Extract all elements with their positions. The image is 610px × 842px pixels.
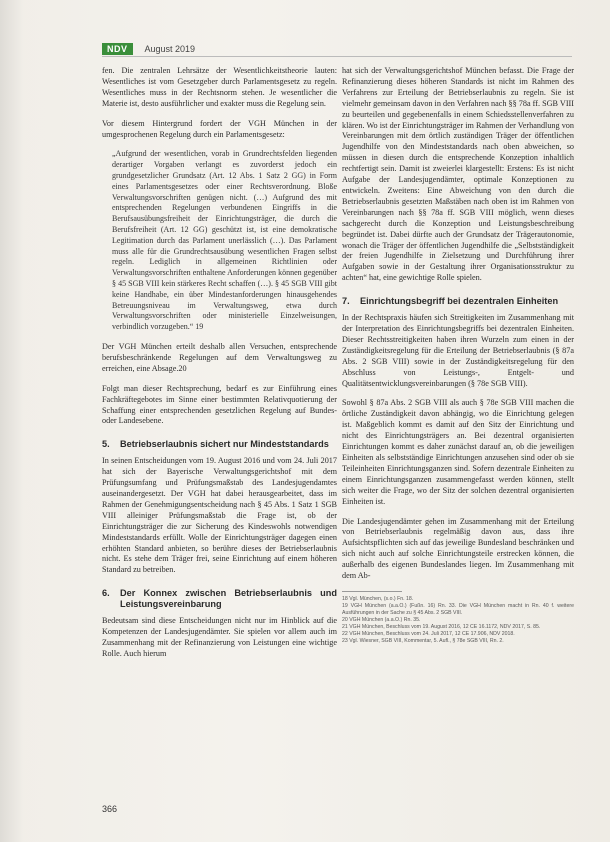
paragraph: Vor diesem Hintergrund fordert der VGH München in der umgesprochenen Regelung durch ein Parlamentsgesetz: <box>102 118 337 139</box>
section-number: 6. <box>102 588 110 599</box>
issue-date: August 2019 <box>144 44 196 54</box>
section-title: Einrichtungsbegriff bei dezentralen Einheiten <box>360 296 559 307</box>
footnote: 21 VGH München, Beschluss vom 19. August 2016, 12 CE 16.1172, NDV 2017, S. 85. <box>342 623 541 630</box>
paragraph: In der Rechtspraxis häufen sich Streitigkeiten im Zusammenhang mit der Interpretation des Einrichtungsbegriffs bei dezentralen Einheiten. Dieser Rechtsstreitigkeiten haben ihren Wurzeln zum einen in der Zuständigkeitsregelung für die Erteilung der Betriebserlaubnis (§ 87a Abs. 2 SGB VIII) sowie in der Zuständigkeitsregelung für den Abschluss von Leistungs-, Entgelt- und Qualitätsentwicklungsvereinbarungen (§ 78e SGB VIII). <box>342 313 574 388</box>
journal-badge: NDV <box>102 43 133 55</box>
left-column <box>102 66 337 669</box>
footnote: 18 Vgl. München, (s.o.) Fn. 18. <box>342 595 414 602</box>
footnote-list <box>342 596 574 645</box>
section-heading-7 <box>342 296 574 307</box>
footnote: 22 VGH München, Beschluss vom 24. Juli 2017, 12 CE 17.906, NDV 2018. <box>342 630 515 637</box>
header-divider <box>102 56 572 57</box>
block-quote: „Aufgrund der wesentlichen, vorab in Grundrechtsfelden liegenden derartiger Vorgaben verlangt es zuvorderst jedoch ein grundgesetzlicher Grundsatz (Art. 12 Abs. 1 Satz 2 GG) in Form eines Parlamentsgesetzes oder einer Rechtsverordnung. Bloße Verwaltungsvorschriften genügen nicht. (…) Aufgrund des mit entsprechenden Regelungen verbundenen Eingriffs in die Berufsausübungsfreiheit der Einrichtungsträger, die durch die Berufsfreiheit (Art. 12 GG) geschützt ist, ist eine demokratische Legitimation durch das Parlament unerlässlich (…). Das Parlament muss alle für die Grundrechtsausübung wesentlichen Fragen selbst regeln. Lediglich in allgemeinen Richtlinien oder Verwaltungsvorschriften enthaltene Anforderungen können gegenüber § 45 SGB VIII kein stärkeres Recht schaffen (…). § 45 SGB VIII gibt keine Handhabe, ein über Mindestanforderungen hinausgehendes Betreuungsniveau im Verwaltungsweg, etwa durch Verwaltungsvorschriften oder ministerielle Einzelweisungen, verbindlich vorzugeben.“ 19 <box>112 149 337 332</box>
section-number: 5. <box>102 439 110 450</box>
paragraph: In seinen Entscheidungen vom 19. August 2016 und vom 24. Juli 2017 hat sich der Bayerische Verwaltungsgerichtshof mit dem Prüfungsumfang und Prüfungsmaßstab des Landesjugendamtes auseinandergesetzt. Der VGH hat dabei herausgearbeitet, dass im Rahmen der Genehmigungsentscheidung nach § 45 Abs. 1 Satz 1 SGB VIII alleiniger Prüfungsmaßstab die Frage ist, ob der Einrichtungsträger die zur Sicherung des Kindeswohls notwendigen Mindeststandards erfüllt. Wolle der Einrichtungsträger dagegen einen erhöhten Standard anbieten, so berühre dieses der Betriebserlaubnis nicht. Es stehe dem Träger frei, seine Einrichtung auf einem höheren Standard zu betreiben. <box>102 456 337 575</box>
paragraph: Sowohl § 87a Abs. 2 SGB VIII als auch § 78e SGB VIII machen die örtliche Zuständigkeit davon abhängig, wo die Einrichtung gelegen ist. Maßgeblich kommt es damit auf den Sitz der Einrichtung und nicht des Einrichtungsträgers an. Bei dezentral organisierten Einrichtungen kommt es daher zunächst darauf an, ob die jeweiligen Einheiten als selbstständige Einrichtungen anzusehen sind oder ob sie Teileinheiten Einrichtungsganzen sind. Sofern dezentrale Einheiten zu einem Einrichtungsganzen zusammengefasst werden können, stellt sich weiter die Frage, wo der Sitz der solchen dezentral organisierten Einheiten ist. <box>342 398 574 506</box>
page-header <box>102 42 195 56</box>
section-number: 7. <box>342 296 350 307</box>
paragraph: Folgt man dieser Rechtsprechung, bedarf es zur Einführung eines Fachkräftegebotes im Sinne einer bestimmten Relativquotierung der Schaffung einer entsprechenden gesetzlichen Regelung auf Bundes- oder Landesebene. <box>102 383 337 426</box>
section-title: Der Konnex zwischen Betriebserlaubnis und Leistungsvereinbarung <box>120 588 337 610</box>
right-column <box>342 66 574 645</box>
page-edge-shadow <box>0 0 24 842</box>
paragraph: fen. Die zentralen Lehrsätze der Wesentlichkeitstheorie lauten: Wesentliches ist vom Gesetzgeber durch Parlamentsgesetz zu regeln. Wesentliches muss in der Rechtsnorm stehen. Je wesentlicher die Materie ist, desto ausführlicher und exakter muss die Regelung sein. <box>102 66 337 108</box>
paragraph: Bedeutsam sind diese Entscheidungen nicht nur im Hinblick auf die Kompetenzen der Landesjugendämter. Sie spielen vor allem auch im Zusammenhang mit der Refinanzierung von Leistungen eine wichtige Rolle. Auch hierum <box>102 616 337 659</box>
paragraph: Der VGH München erteilt deshalb allen Versuchen, entsprechende berufsbeschränkende Regelungen auf dem Verwaltungsweg zu erreichen, eine Absage.20 <box>102 341 337 373</box>
footnote: 19 VGH München (a.a.O.) (Fußn. 16) Rn. 33. Die VGH München macht in Rn. 40 f. weitere Ausführungen in der Sache zu § 45 Abs. 2 SGB VIII. <box>342 602 574 616</box>
footnote: 20 VGH München (a.a.O.) Rn. 35. <box>342 616 421 623</box>
paragraph: hat sich der Verwaltungsgerichtshof München befasst. Die Frage der Refinanzierung dieses höheren Standards ist nicht im Rahmen des Verfahrens zur Erteilung der Betriebserlaubnis zu regeln. Sie ist vielmehr gemeinsam davon in den Verfahren nach §§ 78a ff. SGB VIII zu beurteilen und gegebenenfalls in einem Schiedsstellenverfahren zu klären. Wo ist der Einrichtungsträger im Rahmen der Verhandlung von Vereinbarungen mit dem örtlich zuständigen Träger der öffentlichen Jugendhilfe von den Mindeststandards nach oben abweichen, so müssen in diesen durch die entsprechende Konzeption inhaltlich rechtfertigt sein. Damit ist zweierlei klargestellt: Erstens: Es ist nicht Aufgabe der Landesjugendämter, optimale Konzeptionen zu entwickeln. Zweitens: Eine Abweichung von den durch die Betriebserlaubnis gesetzten Maßstäben nach oben ist im Rahmen von Vereinbarungen nach §§ 78a ff. SGB VIII möglich, wenn dieses sachgerecht durch die Konzeption und Leistungsbeschreibung begründet ist. Dabei dürfte auch der Grundsatz der Trägerautonomie, wonach die Träger der öffentlichen Jugendhilfe die „Selbstständigkeit der freien Jugendhilfe in Zielsetzung und Durchführung ihrer Aufgaben sowie in der Gestaltung ihrer Organisationsstruktur zu achten“ hat, eine gewichtige Rolle spielen. <box>342 66 574 283</box>
section-title: Betriebserlaubnis sichert nur Mindeststandards <box>120 439 329 450</box>
footnote: 23 Vgl. Wiesner, SGB VIII, Kommentar, 5. Aufl., § 78e SGB VIII, Rn. 2. <box>342 637 504 644</box>
paragraph: Die Landesjugendämter gehen im Zusammenhang mit der Erteilung von Betriebserlaubnis regelmäßig davon aus, dass ihre Aufsichtspflichten sich auf das jeweilige Bundesland beschränken und sich nicht auch auf solche Einrichtungsteile erstrecken können, die außerhalb des eigenen Bundeslandes liegen. Im Zusammenhang mit dem Ab- <box>342 516 574 581</box>
section-heading-6 <box>102 588 337 610</box>
page-number: 366 <box>102 804 118 814</box>
section-heading-5 <box>102 439 337 450</box>
